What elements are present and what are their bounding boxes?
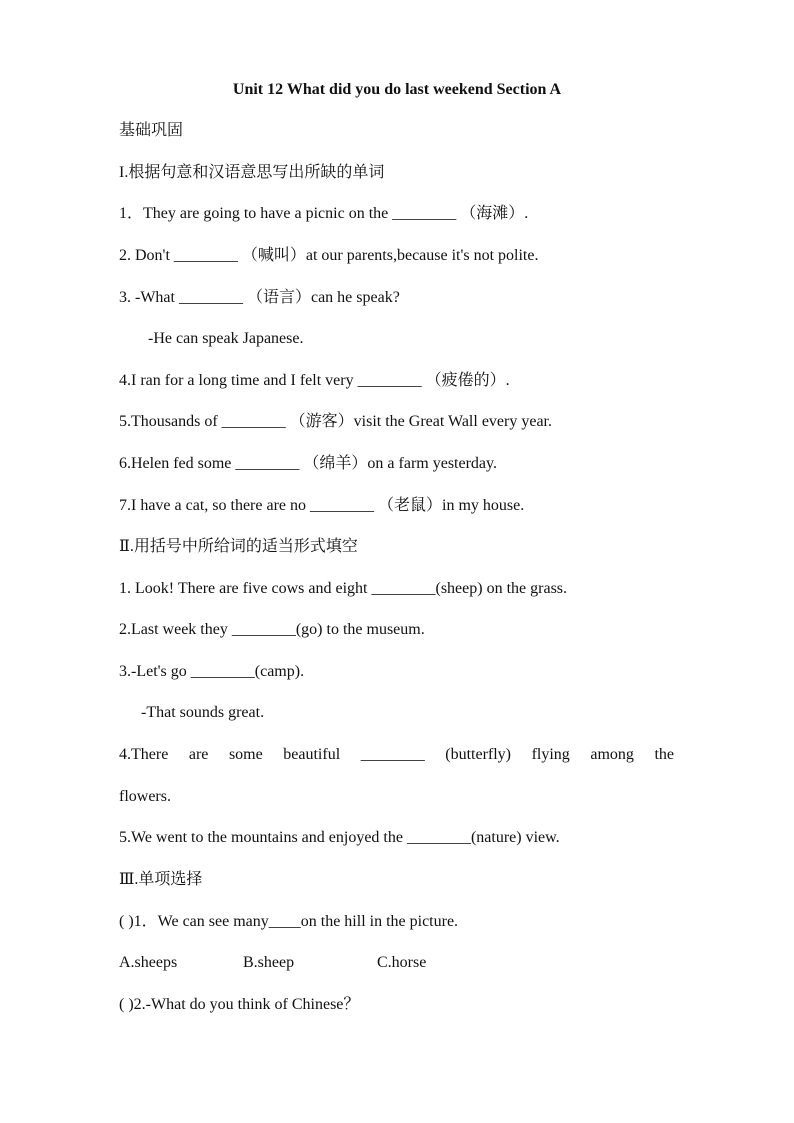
section1-item-7: 7.I have a cat, so there are no ________ （老鼠）in my house.: [119, 497, 525, 514]
section1-item-1: 1．They are going to have a picnic on the ________ （海滩）.: [119, 205, 529, 222]
section1-item-4: 4.I ran for a long time and I felt very ________ （疲倦的）.: [119, 372, 510, 389]
section1-item-6: 6.Helen fed some ________ （绵羊）on a farm yesterday.: [119, 455, 497, 472]
section2-item-4: 4.There are some beautiful ________ (butterfly) flying among the: [119, 746, 674, 763]
page-title: Unit 12 What did you do last weekend Section A: [232, 81, 562, 98]
question-1-stem: ( )1．We can see many____on the hill in the picture.: [119, 913, 459, 930]
question-1-option-a: A.sheeps: [119, 954, 178, 971]
section1-item-3-answer: -He can speak Japanese.: [148, 330, 304, 347]
section2-item-5: 5.We went to the mountains and enjoyed the ________(nature) view.: [119, 829, 560, 846]
section1-heading: I.根据句意和汉语意思写出所缺的单词: [119, 164, 385, 181]
question-2-stem: ( )2.-What do you think of Chinese？: [119, 996, 360, 1013]
section2-item-3: 3.-Let's go ________(camp).: [119, 663, 305, 680]
section2-item-2: 2.Last week they ________(go) to the museum.: [119, 621, 425, 638]
section2-item-4-continued: flowers.: [119, 788, 171, 805]
section3-heading: Ⅲ.单项选择: [119, 871, 203, 888]
section1-item-5: 5.Thousands of ________ （游客）visit the Great Wall every year.: [119, 413, 553, 430]
section2-item-1: 1. Look! There are five cows and eight ________(sheep) on the grass.: [119, 580, 568, 597]
section1-item-2: 2. Don't ________ （喊叫）at our parents,because it's not polite.: [119, 247, 539, 264]
section1-item-3: 3. -What ________ （语言）can he speak?: [119, 289, 400, 306]
question-1-option-c: C.horse: [377, 954, 427, 971]
section2-item-3-answer: -That sounds great.: [141, 704, 265, 721]
question-1-options: [119, 953, 426, 973]
section2-heading: Ⅱ.用括号中所给词的适当形式填空: [119, 538, 358, 555]
section-basic-label: 基础巩固: [119, 122, 184, 139]
question-1-option-b: B.sheep: [243, 954, 295, 971]
